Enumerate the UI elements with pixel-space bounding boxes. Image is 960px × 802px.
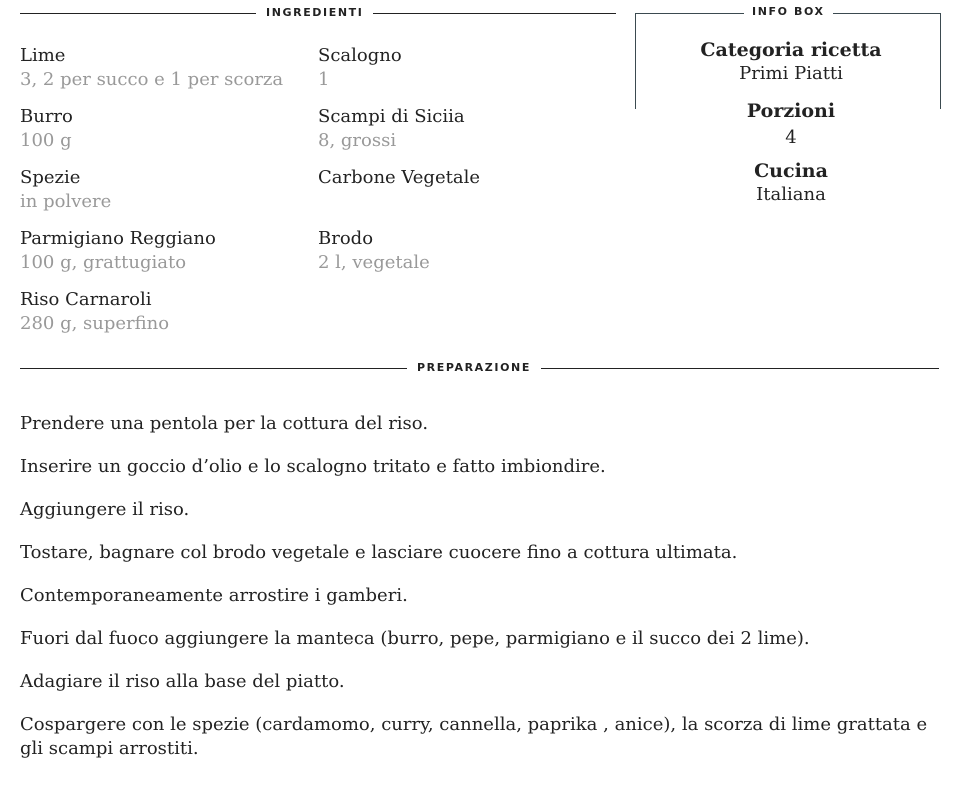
ingredient-item	[20, 105, 310, 153]
ingredient-name: Burro	[20, 106, 73, 127]
ingredient-name: Riso Carnaroli	[20, 289, 152, 310]
info-box-title: INFO BOX	[744, 5, 833, 18]
ingredient-name: Spezie	[20, 167, 81, 188]
ingredients-title: INGREDIENTI	[256, 6, 373, 19]
preparation-step: Aggiungere il riso.	[20, 499, 190, 520]
info-category-value: Primi Piatti	[739, 63, 843, 84]
preparation-step: Prendere una pentola per la cottura del riso.	[20, 413, 429, 434]
ingredient-name: Scalogno	[318, 45, 402, 66]
ingredient-quantity: 280 g, superfino	[20, 313, 170, 334]
ingredient-name: Brodo	[318, 228, 374, 249]
ingredient-name: Lime	[20, 45, 66, 66]
ingredient-quantity: 100 g	[20, 130, 72, 151]
info-cuisine-label: Cucina	[754, 160, 828, 182]
info-category-label: Categoria ricetta	[700, 39, 882, 61]
ingredient-item	[318, 44, 608, 92]
ingredient-name: Carbone Vegetale	[318, 167, 480, 188]
preparation-step: Cospargere con le spezie (cardamomo, curry, cannella, paprika , anice), la scorza di lime grattata e gli scampi arrostiti.	[20, 714, 928, 759]
ingredient-item	[318, 105, 608, 153]
preparation-step: Inserire un goccio d’olio e lo scalogno tritato e fatto imbiondire.	[20, 456, 606, 477]
preparation-title: PREPARAZIONE	[407, 361, 541, 374]
info-cuisine	[640, 159, 942, 207]
info-servings-label: Porzioni	[746, 100, 836, 122]
ingredient-quantity: 1	[318, 69, 330, 90]
ingredient-name: Scampi di Siciia	[318, 106, 465, 127]
ingredient-item	[20, 288, 310, 336]
preparation-step: Tostare, bagnare col brodo vegetale e lasciare cuocere fino a cottura ultimata.	[20, 542, 738, 563]
preparation-step: Adagiare il riso alla base del piatto.	[20, 671, 345, 692]
ingredient-quantity: 100 g, grattugiato	[20, 252, 187, 273]
ingredient-quantity: 2 l, vegetale	[318, 252, 430, 273]
ingredient-quantity: 3, 2 per succo e 1 per scorza	[20, 69, 284, 90]
ingredient-item	[20, 166, 310, 214]
ingredient-quantity: in polvere	[20, 191, 112, 212]
ingredient-item	[318, 227, 608, 275]
preparation-step: Contemporaneamente arrostire i gamberi.	[20, 585, 408, 606]
info-category	[640, 38, 942, 86]
preparation-steps	[20, 412, 940, 780]
info-servings	[640, 99, 942, 150]
ingredient-name: Parmigiano Reggiano	[20, 228, 216, 249]
ingredient-item	[20, 227, 310, 275]
info-cuisine-value: Italiana	[756, 184, 826, 205]
ingredient-item	[318, 166, 608, 190]
ingredient-item	[20, 44, 310, 92]
preparation-step: Fuori dal fuoco aggiungere la manteca (burro, pepe, parmigiano e il succo dei 2 lime).	[20, 628, 810, 649]
info-servings-value: 4	[785, 127, 797, 148]
ingredient-quantity: 8, grossi	[318, 130, 397, 151]
